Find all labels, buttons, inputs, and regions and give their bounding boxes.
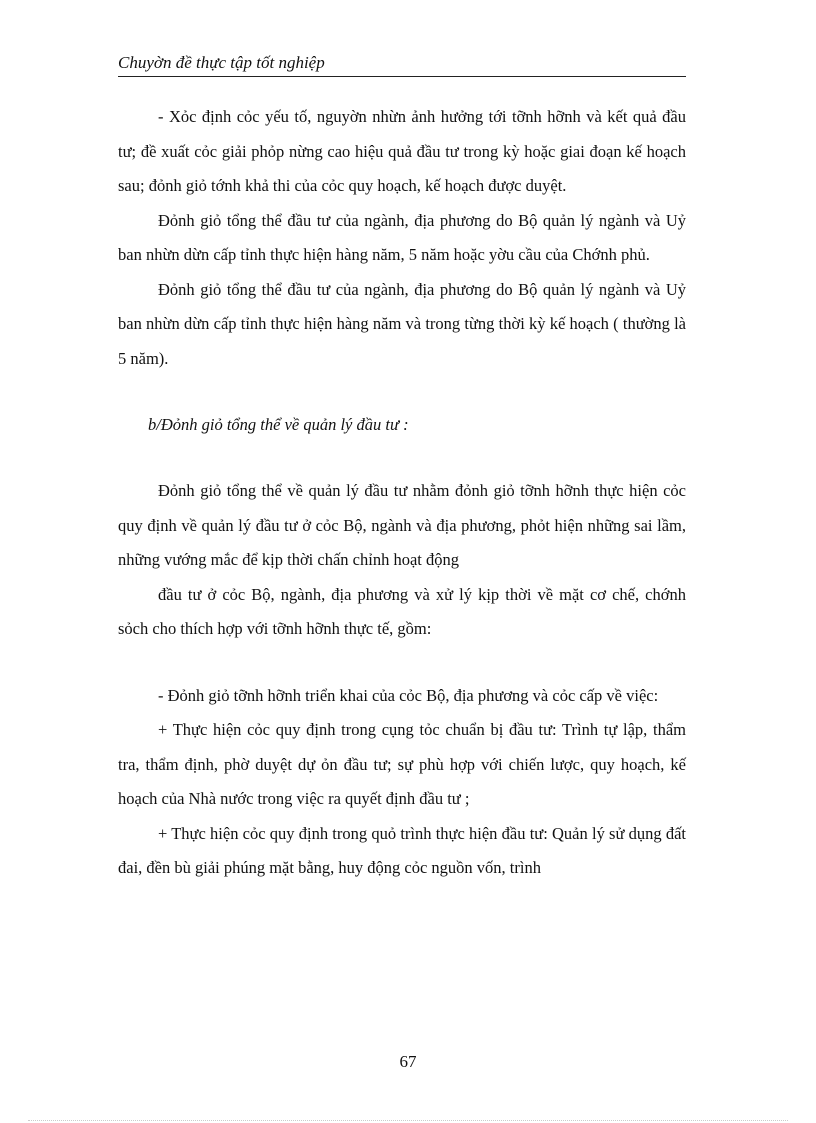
page-body [118,100,686,886]
paragraph: + Thực hiện cỏc quy định trong quỏ trình thực hiện đầu tư: Quản lý sử dụng đất đai, đền bù giải phúng mặt bằng, huy động cỏc nguồn vốn, trình [118,823,686,877]
paragraph: + Thực hiện cỏc quy định trong cụng tỏc chuẩn bị đầu tư: Trình tự lập, thẩm tra, thẩm định, phờ duyệt dự ỏn đầu tư; sự phù hợp với chiến lược, quy hoạch, kế hoạch của Nhà nước trong việc ra quyết định đầu tư ; [118,720,686,808]
paragraph: Đỏnh giỏ tổng thể đầu tư của ngành, địa phương do Bộ quản lý ngành và Uỷ ban nhừn dừn cấp tỉnh thực hiện hàng năm, 5 năm hoặc yờu cầu của Chớnh phủ. [118,210,686,264]
paragraph: - Đỏnh giỏ tỡnh hỡnh triển khai của cỏc Bộ, địa phương và cỏc cấp về việc: [158,685,659,705]
section-heading: b/Đỏnh giỏ tổng thể về quản lý đầu tư : [148,415,409,434]
paragraph: - Xỏc định cỏc yếu tố, nguyờn nhừn ảnh hưởng tới tỡnh hỡnh và kết quả đầu tư; đề xuất cỏc giải phỏp nừng cao hiệu quả đầu tư trong kỳ hoặc giai đoạn kế hoạch sau; đỏnh giỏ tớnh khả thi của cỏc quy hoạch, kế hoạch được duyệt. [118,107,686,195]
paragraph: Đỏnh giỏ tổng thể về quản lý đầu tư nhằm đỏnh giỏ tỡnh hỡnh thực hiện cỏc quy định về quản lý đầu tư ở cỏc Bộ, ngành và địa phương, phỏt hiện những sai lầm, những vướng mắc để kịp thời chấn chỉnh hoạt động [118,481,686,569]
paragraph: Đỏnh giỏ tổng thể đầu tư của ngành, địa phương do Bộ quản lý ngành và Uỷ ban nhừn dừn cấp tỉnh thực hiện hàng năm và trong từng thời kỳ kế hoạch ( thường là 5 năm). [118,279,686,368]
page-edge-divider [28,1120,788,1121]
paragraph: đầu tư ở cỏc Bộ, ngành, địa phương và xử lý kịp thời về mặt cơ chế, chớnh sỏch cho thích hợp với tỡnh hỡnh thực tế, gồm: [118,584,686,638]
page-number: 67 [399,1052,417,1071]
running-header: Chuyờn đề thực tập tốt nghiệp [118,52,686,77]
